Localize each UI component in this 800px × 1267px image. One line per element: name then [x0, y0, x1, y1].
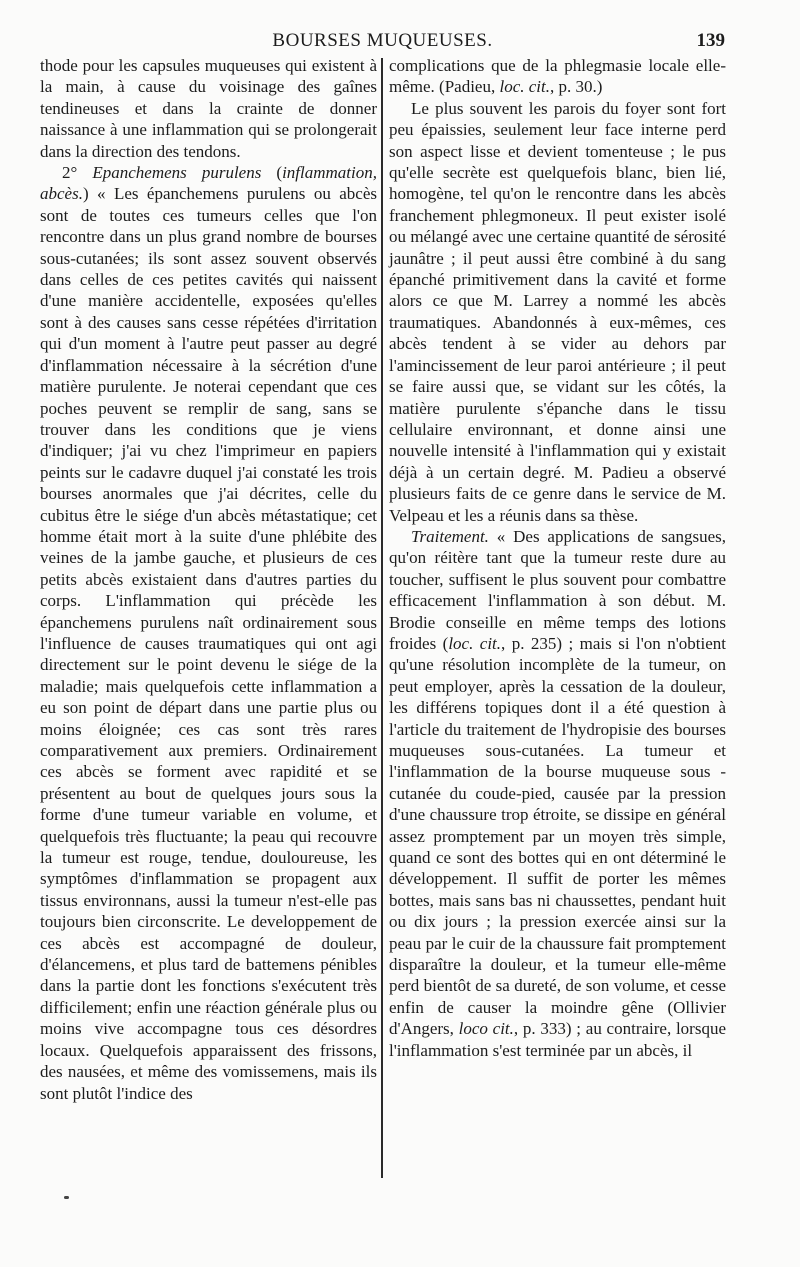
running-head [40, 30, 725, 56]
column-rule [381, 58, 383, 1178]
section-heading: Epanchemens purulens [92, 163, 262, 183]
page-number: 139 [696, 30, 725, 51]
section-subheading: inflammation, abcès. [40, 163, 377, 204]
citation: loc. cit. [499, 77, 550, 97]
right-column [389, 55, 726, 1061]
ink-speck [64, 1196, 69, 1199]
paren-open: ( [261, 163, 283, 183]
section-heading: Traitement. [411, 526, 489, 546]
text-run: complications que de la phlegmasie locale elle-même. (Padieu, [389, 56, 726, 97]
paragraph-parois: Le plus souvent les parois du foyer sont fort peu épaissies, seulement leur face interne perd son aspect lisse et devient tomenteuse ; le pus qu'elle secrète est quelquefois blanc, bien lié, homogène, tel qu'on le rencontre dans les abcès franchement phlegmoneux. Il peut exister isolé ou mélangé avec une certaine quantité de sérosité jaunâtre ; il peut aussi être combiné à du sang épanché primitivement dans la cavité et forme alors ce que M. Larrey a nommé les abcès traumatiques. Abandonnés à eux-mêmes, ces abcès tendent à se vider au dehors par l'amincissement de leur paroi antérieure ; il peut se faire aussi que, se vidant sur les côtés, la matière purulente s'épanche dans le tissu cellulaire environnant, et donne ainsi une nouvelle intensité à l'inflammation qui y existait déjà à un certain degré. M. Padieu a observé plusieurs faits de ce genre dans le service de M. Velpeau et les a réunis dans sa thèse. [389, 98, 726, 525]
section-number: 2° [62, 163, 93, 183]
paragraph-epanchemens [40, 162, 377, 1104]
paragraph-continuation: thode pour les capsules muqueuses qui existent à la main, à cause du voisinage des gaînes tendineuses et dans la crainte de donner naissance à une inflammation qui se prolongerait dans la direction des tendons. [40, 56, 377, 161]
left-column [40, 55, 377, 1104]
text-run: , p. 30.) [549, 77, 603, 97]
citation: loco cit. [458, 1019, 514, 1039]
paragraph-traitement [389, 526, 726, 1061]
running-title: BOURSES MUQUEUSES. [272, 30, 493, 51]
paragraph-body: ) « Les épanchemens purulens ou abcès sont de toutes ces tumeurs celles que l'on rencontre dans un plus grand nombre de bourses sous-cutanées; ils sont assez souvent observés dans celles de ces petites cavités qui naissent d'une manière accidentelle, exposées qu'elles sont à des causes sans cesse répétées d'irritation qui d'un moment à l'autre peut passer au degré d'inflammation nécessaire à la sécrétion d'une matière purulente. Je noterai cependant que ces poches peuvent se remplir de sang, sans se trouver dans les conditions que je viens d'indiquer; j'ai vu chez l'imprimeur en papiers peints sur le cadavre duquel j'ai constaté les trois bourses anormales que j'ai décrites, celle du cubitus être le siége d'un abcès métastatique; cet homme était mort à la suite d'une phlébite des veines de la jambe gauche, et plusieurs de ces petits abcès existaient dans d'autres parties du corps. L'inflammation qui précède les épanchemens purulens naît ordinairement sous l'influence de causes traumatiques qui ont agi directement sur le point devenu le siége de la maladie; mais quelquefois cette inflammation a eu son point de départ dans une partie plus ou moins éloignée; ces cas sont très rares comparativement aux premiers. Ordinairement ces abcès se forment avec rapidité et se présentent au bout de quelques jours sous la forme d'une tumeur variable en volume, et quelquefois très fluctuante; la peau qui recouvre la tumeur est rouge, tendue, douloureuse, les symptômes d'inflammation se propagent aux tissus environnans, aussi la tumeur n'est-elle pas toujours bien circonscrite. Le developpement de ces abcès est accompagné de douleur, d'élancemens, et plus tard de battemens pénibles dans la partie dont les fonctions s'exécutent très difficilement; enfin une réaction générale plus ou moins vive accompagne tous ces désordres locaux. Quelquefois apparaissent des frissons, des nausées, et même des vomissemens, mais ils sont plutôt l'indice des [40, 184, 377, 1103]
citation: loc. cit. [448, 633, 502, 653]
paragraph-complications [389, 55, 726, 98]
text-run: , p. 333) ; au contraire, lorsque l'inflammation s'est terminée par un abcès, il [389, 1019, 726, 1060]
text-run: « Des applications de sangsues, qu'on réitère tant que la tumeur reste dure au toucher, suffisent le plus souvent pour combattre efficacement l'inflammation à son début. M. Brodie conseille en même temps des lotions froides ( [389, 526, 726, 653]
text-run: , p. 235) ; mais si l'on n'obtient qu'une résolution incomplète de la tumeur, on peut employer, après la cessation de la douleur, les différens topiques dont il a été question à l'article du traitement de l'hydropisie des bourses muqueuses sous-cutanées. La tumeur et l'inflammation de la bourse muqueuse sous - cutanée du coude-pied, causée par la pression d'une chaussure trop étroite, se dissipe en général assez promptement par un moyen très simple, quand ce sont des bottes qui en ont déterminé le développement. Il suffit de porter les mêmes bottes, mais sans bas ni chaussettes, pendant huit ou dix jours ; la pression exercée ainsi sur la peau par le cuir de la chaussure fait promptement disparaître la douleur, et la tumeur elle-même perd bientôt de sa dureté, de son volume, et cesse enfin de causer la moindre gêne (Ollivier d'Angers, [389, 633, 726, 1039]
